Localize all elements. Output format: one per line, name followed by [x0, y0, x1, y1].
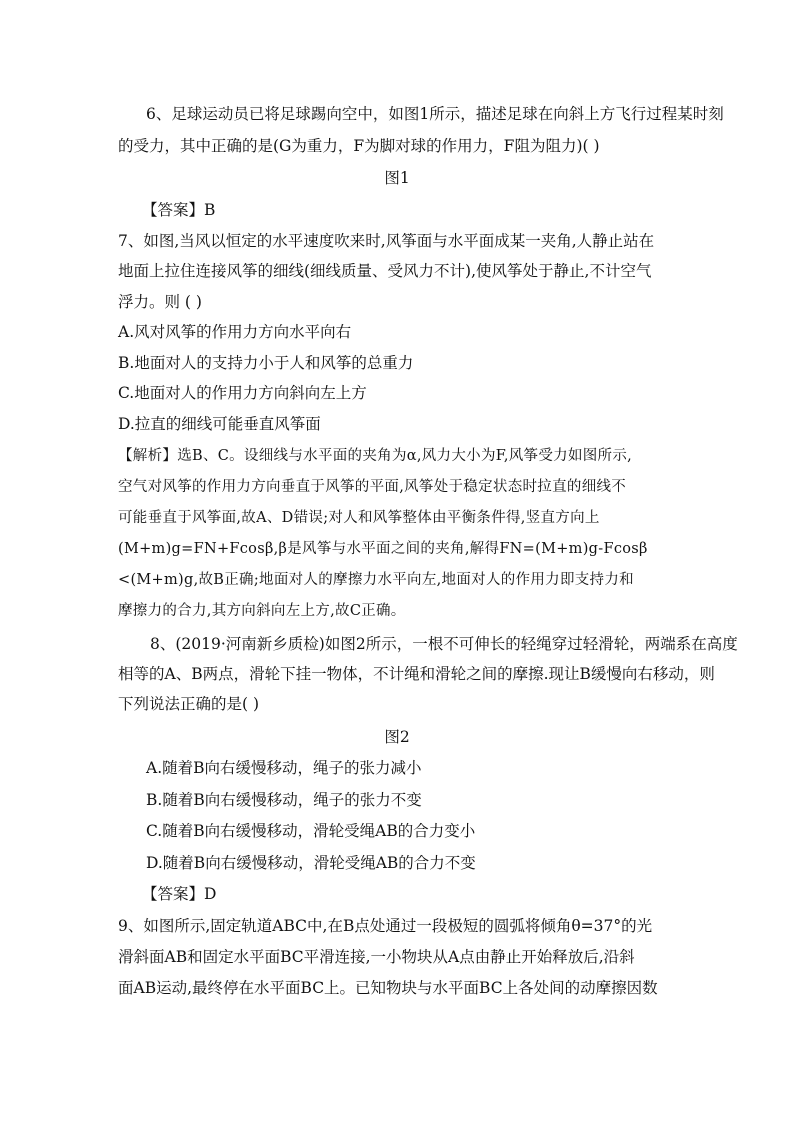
q7-analysis-line-2: 空气对风筝的作用力方向垂直于风筝的平面,风筝处于稳定状态时拉直的细线不	[118, 479, 627, 495]
q9-line-1: 9、如图所示,固定轨道ABC中,在B点处通过一段极短的圆弧将倾角θ=37°的光	[118, 917, 653, 935]
q7-line-3: 浮力。则 ( )	[118, 293, 202, 311]
q9-line-2: 滑斜面AB和固定水平面BC平滑连接,一小物块从A点由静止开始释放后,沿斜	[118, 948, 635, 966]
q7-analysis-line-4: (M+m)g=FN+Fcosβ,β是风筝与水平面之间的夹角,解得FN=(M+m)g-Fcosβ	[118, 541, 648, 557]
q7-line-1: 7、如图,当风以恒定的水平速度吹来时,风筝面与水平面成某一夹角,人静止站在	[118, 232, 655, 250]
q7-analysis-line-6: 摩擦力的合力,其方向斜向左上方,故C正确。	[118, 603, 406, 619]
q7-option-d: D.拉直的细线可能垂直风筝面	[118, 415, 321, 433]
q8-option-d: D.随着B向右缓慢移动，滑轮受绳AB的合力不变	[146, 854, 476, 872]
q8-line-3: 下列说法正确的是( )	[118, 695, 260, 713]
q7-analysis-line-3: 可能垂直于风筝面,故A、D错误;对人和风筝整体由平衡条件得,竖直方向上	[118, 510, 600, 526]
q8-option-a: A.随着B向右缓慢移动，绳子的张力减小	[146, 759, 422, 777]
q7-analysis-line-5: <(M+m)g,故B正确;地面对人的摩擦力水平向左,地面对人的作用力即支持力和	[118, 572, 634, 588]
q6-line-1: 6、足球运动员已将足球踢向空中，如图1所示，描述足球在向斜上方飞行过程某时刻	[146, 105, 724, 123]
q6-line-2: 的受力，其中正确的是(G为重力，F为脚对球的作用力，F阻为阻力)( )	[118, 137, 600, 155]
q8-line-1: 8、(2019·河南新乡质检)如图2所示，一根不可伸长的轻绳穿过轻滑轮，两端系在高度	[150, 635, 738, 653]
figure-1-caption: 图1	[384, 169, 410, 187]
q8-answer: 【答案】D	[142, 885, 217, 903]
q8-option-b: B.随着B向右缓慢移动，绳子的张力不变	[146, 791, 422, 809]
q7-option-a: A.风对风筝的作用力方向水平向右	[118, 323, 352, 341]
figure-2-caption: 图2	[384, 728, 410, 746]
q8-line-2: 相等的A、B两点，滑轮下挂一物体，不计绳和滑轮之间的摩擦.现让B缓慢向右移动，则	[118, 665, 715, 683]
q8-option-c: C.随着B向右缓慢移动，滑轮受绳AB的合力变小	[146, 822, 476, 840]
q7-analysis-line-1: 【解析】选B、C。设细线与水平面的夹角为α,风力大小为F,风筝受力如图所示,	[118, 448, 633, 464]
q7-option-c: C.地面对人的作用力方向斜向左上方	[118, 384, 367, 402]
q7-line-2: 地面上拉住连接风筝的细线(细线质量、受风力不计),使风筝处于静止,不计空气	[118, 262, 652, 280]
q7-option-b: B.地面对人的支持力小于人和风筝的总重力	[118, 354, 414, 372]
q6-answer: 【答案】B	[142, 201, 216, 219]
q9-line-3: 面AB运动,最终停在水平面BC上。已知物块与水平面BC上各处间的动摩擦因数	[118, 979, 658, 997]
